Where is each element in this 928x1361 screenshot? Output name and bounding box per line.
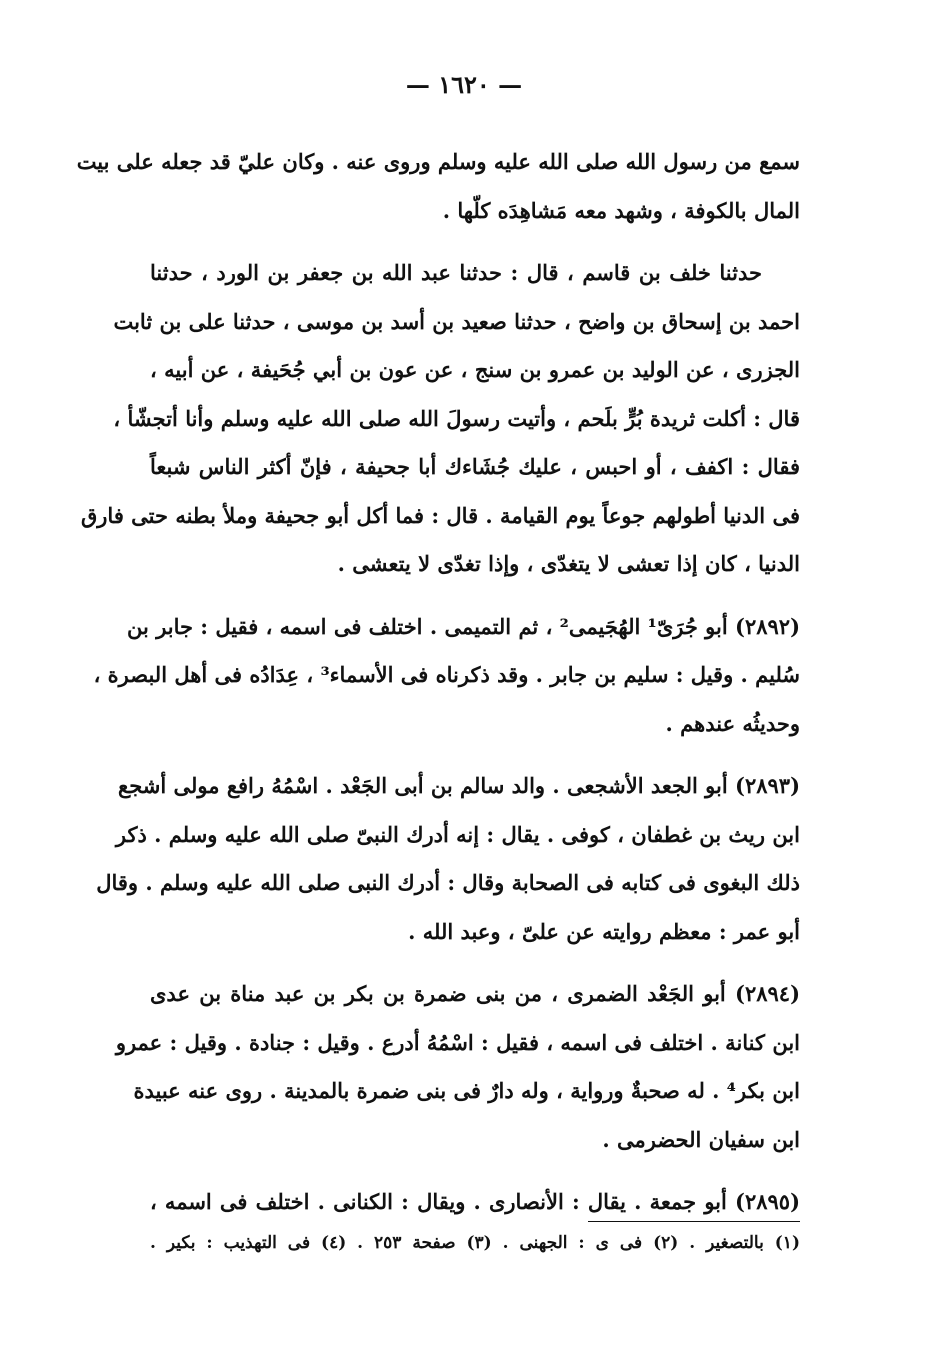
paragraph-gap <box>150 956 800 970</box>
text-line: سمع من رسول الله صلى الله عليه وسلم وروى عنه . وكان عليّ قد جعله على بيت <box>76 149 800 174</box>
text-line: ذلك البغوى فى كتابه فى الصحابة وقال : أدرك النبى صلى الله عليه وسلم . وقال <box>96 870 800 895</box>
paragraph-gap <box>150 589 800 603</box>
text-line: الجزرى ، عن الوليد بن عمرو بن سنج ، عن عون بن أبي جُحَيفة ، عن أبيه ، <box>150 357 800 382</box>
paragraph-gap <box>150 235 800 249</box>
page-number: — ١٦٢٠ — <box>405 70 523 99</box>
text-line: حدثنا خلف بن قاسم ، قال : حدثنا عبد الله بن جعفر بن الورد ، حدثنا <box>150 260 762 285</box>
entry-heading-line: (٢٨٩٣) أبو الجعد الأشجعى . والد سالم بن أبى الجَعْد . اسْمُهُ رافع مولى أشجع <box>118 773 800 798</box>
footnote-divider <box>588 1221 800 1222</box>
text-line: وحديثُه عندهم . <box>665 710 800 736</box>
text-line: ابن سفيان الحضرمى . <box>602 1126 800 1152</box>
text-line: سُليم . وقيل : سليم بن جابر . وقد ذكرناه فى الأسماء³ ، عِدَادُه فى أهل البصرة ، <box>93 662 800 687</box>
entry-heading-line: (٢٨٩٥) أبو جمعة . يقال : الأنصارى . ويقال : الكنانى . اختلف فى اسمه ، <box>150 1189 800 1214</box>
text-line: فقال : اكفف ، أو احبس ، عليك جُشَاءك أبا جحيفة ، فإنّ أكثر الناس شبعاً <box>150 454 800 479</box>
paragraph-gap <box>150 748 800 762</box>
text-line: فى الدنيا أطولهم جوعاً يوم القيامة . قال : فما أكل أبو جحيفة وملأ بطنه حتى فارق <box>81 502 800 528</box>
text-line: ابن بكر⁴ . له صحبةٌ ورواية ، وله دارٌ فى بنى ضمرة بالمدينة . روى عنه عبيدة <box>133 1078 800 1103</box>
text-line: الدنيا ، كان إذا تعشى لا يتغدّى ، وإذا تغدّى لا يتعشى . <box>337 551 800 576</box>
text-line: ابن ريث بن غطفان ، كوفى . يقال : إنه أدرك النبىّ صلى الله عليه وسلم . ذكر <box>115 821 800 847</box>
entry-heading-line: (٢٨٩٤) أبو الجَعْد الضمرى ، من بنى ضمرة بن بكر بن عبد مناة بن عدى <box>150 981 800 1006</box>
text-line: احمد بن إسحاق بن واضح ، حدثنا صعيد بن أسد بن موسى ، حدثنا على بن ثابت <box>113 308 800 334</box>
paragraph-gap <box>150 1164 800 1178</box>
text-line: قال : أكلت ثريدة بُرٍّ بلَحم ، وأتيت رسولَ الله صلى الله عليه وسلم وأنا أتجشّأ ، <box>113 405 800 431</box>
entry-heading-line: (٢٨٩٢) أبو جُرَىّ¹ الهُجَيمى² ، ثم التميمى . اختلف فى اسمه ، فقيل : جابر بن <box>127 613 800 639</box>
body-text <box>76 138 800 1227</box>
text-line: ابن كنانة . اختلف فى اسمه ، فقيل : اسْمُهُ أدرع . وقيل : جنادة . وقيل : عمرو <box>115 1029 800 1055</box>
text-line: المال بالكوفة ، وشهد معه مَشاهِدَه كلّها . <box>442 197 800 223</box>
text-line: أبو عمر : معظم روايته عن علىّ ، وعبد الله . <box>408 918 800 944</box>
footnotes: (١) بالتصغير . (٢) فى ى : الجهنى . (٣) صفحة ٢٥٣ . (٤) فى التهذيب : بكير . <box>150 1233 800 1253</box>
